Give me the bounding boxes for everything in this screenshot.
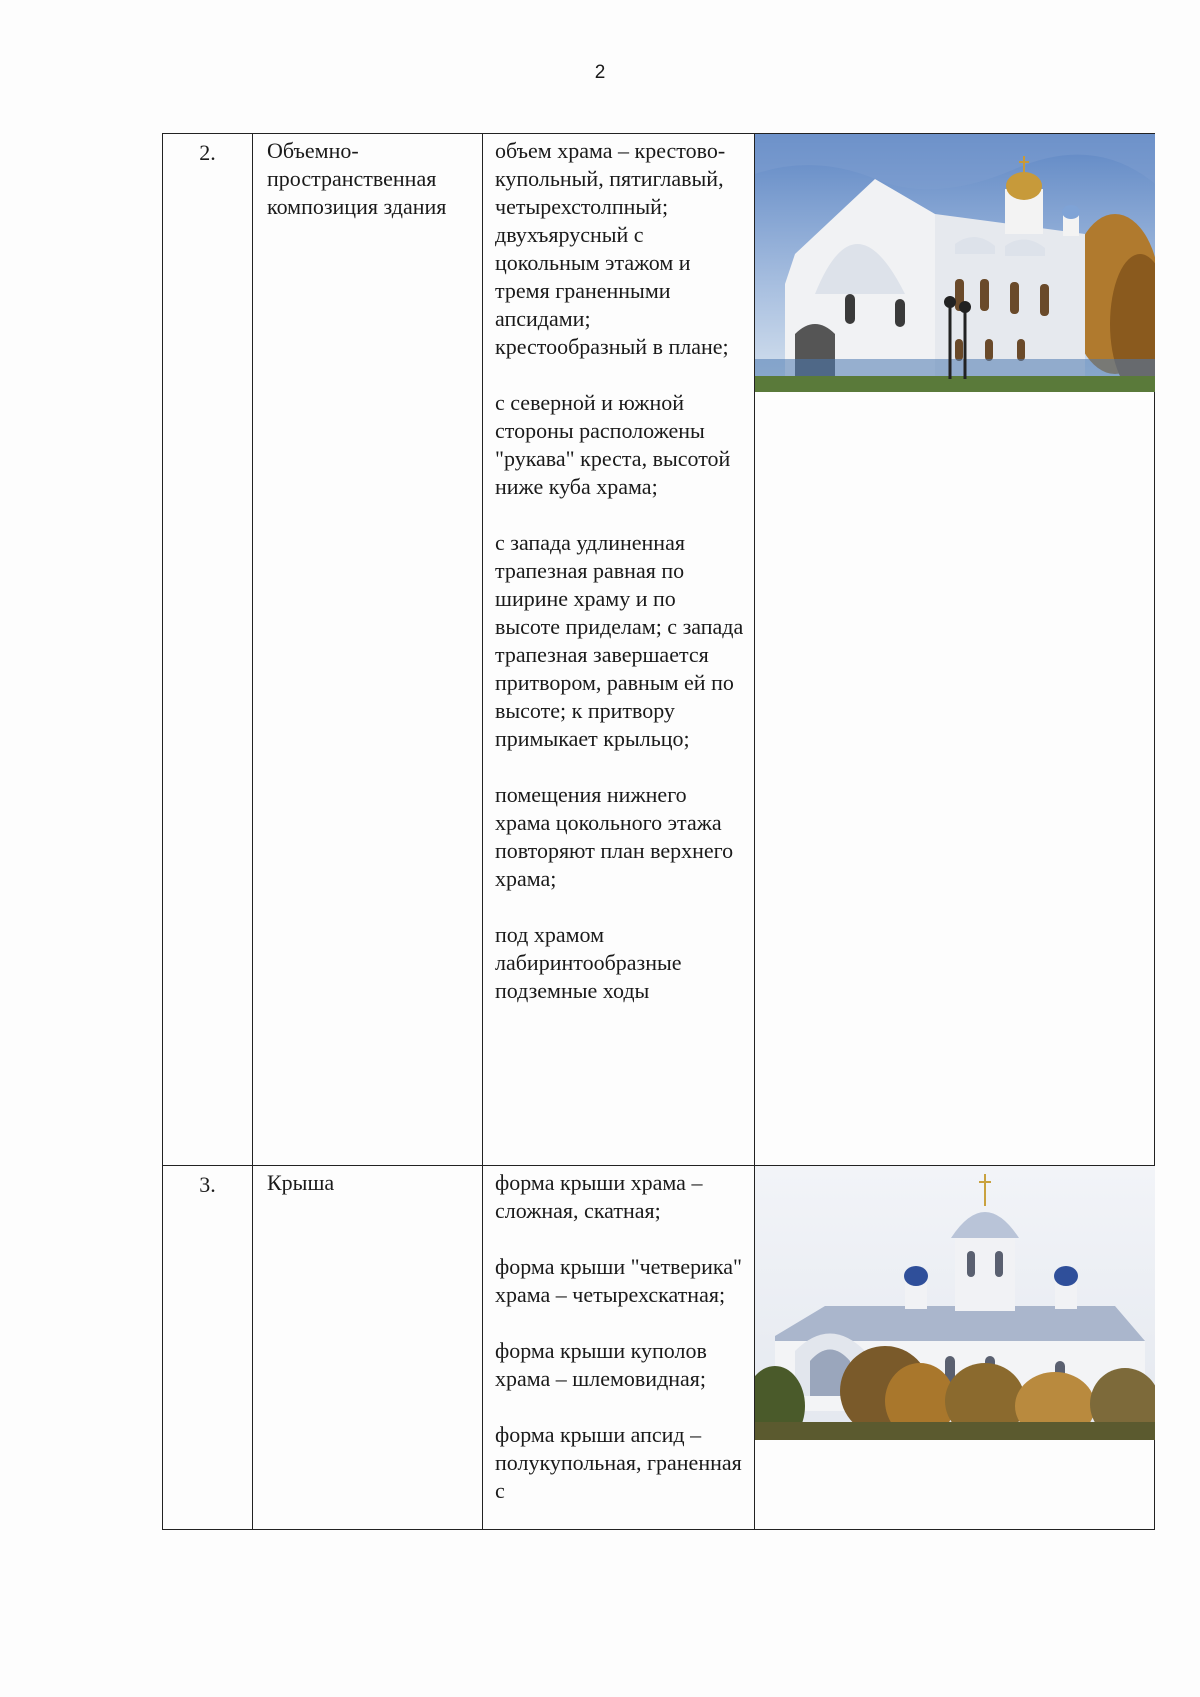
description-paragraph: объем храма – крестово-купольный, пятиглавый, четырехстолпный; двухъярусный с цокольным этажом и тремя граненными апсидами; крестообразный в плане;	[495, 138, 729, 359]
church-facade-photo	[755, 134, 1155, 392]
row-photo-cell	[755, 1166, 1155, 1530]
row-number-cell	[163, 1166, 253, 1530]
page-number: 2	[594, 62, 606, 83]
description-paragraph: форма крыши "четверика" храма – четырехскатная;	[495, 1254, 742, 1307]
table-row	[163, 1166, 1155, 1530]
description-paragraph: форма крыши куполов храма – шлемовидная;	[495, 1338, 707, 1391]
description-paragraph: с северной и южной стороны расположены "рукава" креста, высотой ниже куба храма;	[495, 390, 731, 499]
row-title: Объемно-пространственная композиция здания	[267, 138, 447, 219]
table-row	[163, 134, 1155, 1166]
row-title-cell	[253, 134, 483, 1166]
church-roof-photo	[755, 1166, 1155, 1440]
row-title-cell	[253, 1166, 483, 1530]
row-description-cell	[483, 134, 755, 1166]
description-paragraph: с запада удлиненная трапезная равная по ширине храму и по высоте приделам; с запада трапезная завершается притвором, равным ей по высоте; к притвору примыкает крыльцо;	[495, 530, 744, 751]
row-photo-cell	[755, 134, 1155, 1166]
row-number-cell	[163, 134, 253, 1166]
row-number: 2.	[199, 140, 216, 165]
description-paragraph: форма крыши храма – сложная, скатная;	[495, 1170, 703, 1223]
properties-table	[162, 133, 1155, 1530]
description-paragraph: помещения нижнего храма цокольного этажа повторяют план верхнего храма;	[495, 782, 734, 891]
row-number: 3.	[199, 1172, 216, 1197]
row-description-cell	[483, 1166, 755, 1530]
description-paragraph: форма крыши апсид – полукупольная, граненная с	[495, 1422, 742, 1503]
row-title: Крыша	[267, 1170, 335, 1195]
description-paragraph: под храмом лабиринтообразные подземные ходы	[495, 922, 682, 1003]
